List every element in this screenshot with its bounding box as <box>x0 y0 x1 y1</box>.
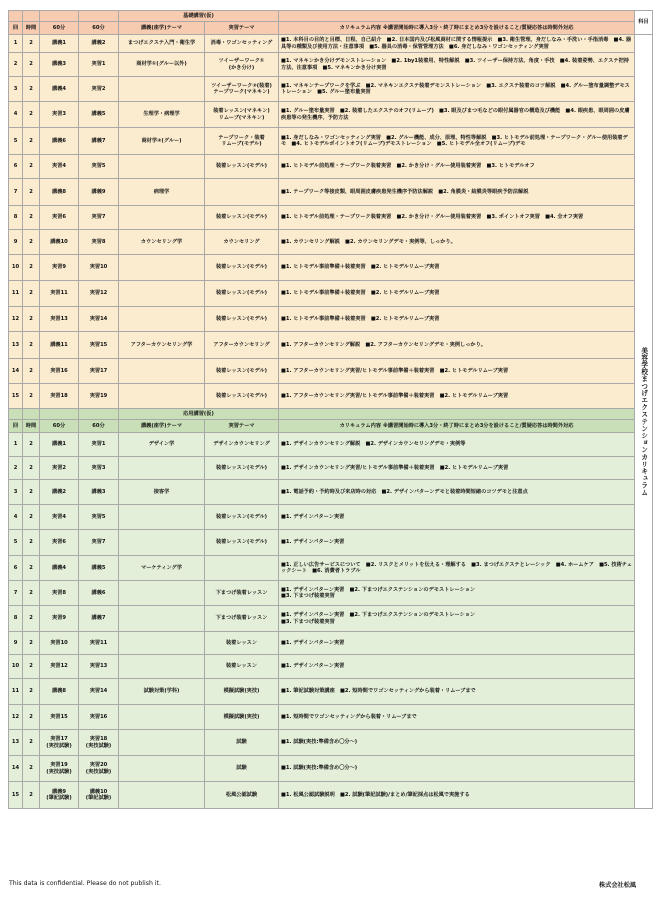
side-label: 美容学校まつげエクステンションカリキュラム <box>635 35 653 809</box>
practice-theme: ツイーザーワーク②(装着) テープワーク(マネキン) <box>205 77 279 102</box>
curriculum-row <box>9 230 653 255</box>
period-1-lesson: 講義8 <box>40 179 79 206</box>
period-2-lesson: 実習7 <box>79 530 119 556</box>
curriculum-content: ■1. アフターカウンセリング実習/ヒトモデル事前準備＋装着実習 ■2. ヒトモデルリムーブ実習 <box>279 384 635 409</box>
practice-theme: ツイーザーワーク① (かき分け) <box>205 53 279 77</box>
session-number: 3 <box>9 480 23 505</box>
column-header: 60分 <box>79 22 119 35</box>
section-title: 応用講習(仮) <box>119 409 279 420</box>
curriculum-row <box>9 632 653 655</box>
session-hours: 2 <box>23 655 40 679</box>
session-number: 2 <box>9 53 23 77</box>
lecture-theme: カウンセリング学 <box>119 230 205 255</box>
curriculum-content: ■1. デザインパターン実習 ■2. 下まつげエクステンションのデモストレーション ■3. 下まつげ装着実習 <box>279 581 635 606</box>
curriculum-row <box>9 655 653 679</box>
period-1-lesson: 実習8 <box>40 581 79 606</box>
curriculum-content: ■1. マネキンかき分けデモンストレーション ■2. 1by1装着用、特性解説 ■3. ツイーザー保持方法、角度・手技 ■4. 装着姿勢、エクステ把持方法、注意事項 ■5. マネキンかき分け実習 <box>279 53 635 77</box>
practice-theme: 装着レッスン(マネキン) リムーブ(マネキン) <box>205 102 279 128</box>
lecture-theme: 病理学 <box>119 179 205 206</box>
curriculum-row <box>9 281 653 307</box>
curriculum-row <box>9 556 653 581</box>
practice-theme: 装着レッスン(モデル) <box>205 505 279 530</box>
period-2-lesson: 実習1 <box>79 53 119 77</box>
practice-theme: 装着レッスン(モデル) <box>205 359 279 384</box>
lecture-theme <box>119 581 205 606</box>
period-1-lesson: 実習6 <box>40 206 79 230</box>
curriculum-content: ■1. 本科目の目的と目標、日程、自己紹介 ■2. 日本国内及び松風商材に関する情報提示 ■3. 衛生管理、身だしなみ・手洗い・手指消毒 ■4. 器具等の種類及び使用方法・注意事項 ■5. 器具の消毒・保管管理方法 ■6. 身だしなみ・ワゴンセッティング実習 <box>279 35 635 53</box>
period-2-lesson: 実習19 <box>79 384 119 409</box>
practice-theme: 松風公認試験 <box>205 782 279 809</box>
practice-theme: 装着レッスン(モデル) <box>205 255 279 281</box>
period-1-lesson: 実習3 <box>40 102 79 128</box>
practice-theme: 装着レッスン <box>205 632 279 655</box>
practice-theme <box>205 480 279 505</box>
session-number: 8 <box>9 206 23 230</box>
lecture-theme <box>119 530 205 556</box>
curriculum-row <box>9 679 653 705</box>
period-1-lesson: 講義4 <box>40 77 79 102</box>
column-header: 講義(座学)テーマ <box>119 22 205 35</box>
period-2-lesson: 実習14 <box>79 679 119 705</box>
session-hours: 2 <box>23 255 40 281</box>
session-hours: 2 <box>23 179 40 206</box>
lecture-theme: 生理学・病理学 <box>119 102 205 128</box>
lecture-theme <box>119 782 205 809</box>
practice-theme: 下まつげ装着レッスン <box>205 606 279 632</box>
curriculum-content: ■1. 筆記試験対策講座 ■2. 短時間でワゴンセッティングから装着・リムーブまで <box>279 679 635 705</box>
curriculum-row <box>9 35 653 53</box>
period-1-lesson: 講義6 <box>40 128 79 155</box>
period-1-lesson: 講義2 <box>40 480 79 505</box>
period-2-lesson: 講義10 (筆記試験) <box>79 782 119 809</box>
session-number: 10 <box>9 255 23 281</box>
practice-theme: 装着レッスン(モデル) <box>205 281 279 307</box>
lecture-theme <box>119 655 205 679</box>
lecture-theme: まつげエクステ入門・衛生学 <box>119 35 205 53</box>
column-header: 60分 <box>40 420 79 433</box>
period-1-lesson: 実習12 <box>40 655 79 679</box>
practice-theme: 装着レッスン(モデル) <box>205 457 279 480</box>
curriculum-row <box>9 206 653 230</box>
period-1-lesson: 講義10 <box>40 230 79 255</box>
section-title-row <box>9 11 653 22</box>
session-hours: 2 <box>23 102 40 128</box>
session-hours: 2 <box>23 530 40 556</box>
session-hours: 2 <box>23 480 40 505</box>
practice-theme: 装着レッスン(モデル) <box>205 530 279 556</box>
curriculum-content: ■1. 試験(実技:準備含め〇分〜) <box>279 756 635 782</box>
session-hours: 2 <box>23 332 40 359</box>
lecture-theme <box>119 606 205 632</box>
period-2-lesson: 実習20 (実技試験) <box>79 756 119 782</box>
session-hours: 2 <box>23 230 40 255</box>
period-2-lesson: 実習12 <box>79 281 119 307</box>
curriculum-content: ■1. アフターカウンセリング解説 ■2. アフターカウンセリングデモ・実例しっかり。 <box>279 332 635 359</box>
section-spacer <box>79 11 119 22</box>
lecture-theme <box>119 307 205 332</box>
session-hours: 2 <box>23 359 40 384</box>
curriculum-content: ■1. ヒトモデル事前準備＋装着実習 ■2. ヒトモデルリムーブ実習 <box>279 307 635 332</box>
session-number: 7 <box>9 179 23 206</box>
session-number: 6 <box>9 155 23 179</box>
section-spacer <box>279 11 635 22</box>
lecture-theme <box>119 730 205 756</box>
curriculum-content: ■1. デザインパターン実習 <box>279 632 635 655</box>
session-hours: 2 <box>23 505 40 530</box>
lecture-theme <box>119 281 205 307</box>
column-header-row <box>9 22 653 35</box>
period-2-lesson: 実習5 <box>79 155 119 179</box>
period-1-lesson: 講義4 <box>40 556 79 581</box>
curriculum-content: ■1. デザインパターン実習 <box>279 655 635 679</box>
period-2-lesson: 実習1 <box>79 433 119 457</box>
period-1-lesson: 実習11 <box>40 281 79 307</box>
period-2-lesson: 実習18 (実技試験) <box>79 730 119 756</box>
session-number: 9 <box>9 632 23 655</box>
lecture-theme <box>119 632 205 655</box>
session-hours: 2 <box>23 606 40 632</box>
practice-theme: カウンセリング <box>205 230 279 255</box>
practice-theme: 装着レッスン(モデル) <box>205 307 279 332</box>
column-header: カリキュラム内容 ※講習開始時に導入3分・終了時にまとめ3分を設けること/質疑応答は時間外対応 <box>279 22 635 35</box>
curriculum-row <box>9 255 653 281</box>
session-number: 13 <box>9 332 23 359</box>
session-hours: 2 <box>23 128 40 155</box>
practice-theme <box>205 179 279 206</box>
period-2-lesson: 講義2 <box>79 35 119 53</box>
session-number: 11 <box>9 679 23 705</box>
curriculum-content: ■1. ヒトモデル前処理・テープワーク装着実習 ■2. かき分け・グルー使用装着実習 ■3. ポイントオフ実習 ■4. 全オフ実習 <box>279 206 635 230</box>
section-spacer <box>279 409 635 420</box>
session-number: 15 <box>9 782 23 809</box>
period-1-lesson: 実習9 <box>40 606 79 632</box>
section-title: 基礎講習(仮) <box>119 11 279 22</box>
session-hours: 2 <box>23 556 40 581</box>
company-name: 株式会社松風 <box>599 882 637 889</box>
curriculum-content: ■1. 松風公認試験説明 ■2. 試験(筆記試験)/まとめ/筆記採点は松風で実施する <box>279 782 635 809</box>
practice-theme: 試験 <box>205 756 279 782</box>
lecture-theme <box>119 505 205 530</box>
practice-theme: テープワーク・装着 リムーブ(モデル) <box>205 128 279 155</box>
curriculum-content: ■1. デザインカウンセリング解説 ■2. デザインカウンセリングデモ・実例等 <box>279 433 635 457</box>
period-1-lesson: 実習16 <box>40 359 79 384</box>
session-hours: 2 <box>23 705 40 730</box>
curriculum-row <box>9 307 653 332</box>
lecture-theme <box>119 255 205 281</box>
period-1-lesson: 実習19 (実技試験) <box>40 756 79 782</box>
lecture-theme <box>119 384 205 409</box>
curriculum-content: ■1. 短時間でワゴンセッティングから装着・リムーブまで <box>279 705 635 730</box>
lecture-theme <box>119 705 205 730</box>
period-1-lesson: 実習9 <box>40 255 79 281</box>
lecture-theme <box>119 359 205 384</box>
practice-theme: 装着レッスン(モデル) <box>205 206 279 230</box>
practice-theme: 消毒・ワゴンセッティング <box>205 35 279 53</box>
session-number: 11 <box>9 281 23 307</box>
session-hours: 2 <box>23 307 40 332</box>
period-2-lesson: 講義3 <box>79 480 119 505</box>
curriculum-content: ■1. ヒトモデル事前準備＋装着実習 ■2. ヒトモデルリムーブ実習 <box>279 255 635 281</box>
period-2-lesson: 講義5 <box>79 556 119 581</box>
column-header: 実習テーマ <box>205 22 279 35</box>
session-number: 7 <box>9 581 23 606</box>
practice-theme: デザインカウンセリング <box>205 433 279 457</box>
practice-theme: 下まつげ装着レッスン <box>205 581 279 606</box>
lecture-theme: マーケティング学 <box>119 556 205 581</box>
session-number: 6 <box>9 556 23 581</box>
period-1-lesson: 実習10 <box>40 632 79 655</box>
practice-theme: 装着レッスン <box>205 655 279 679</box>
curriculum-row <box>9 77 653 102</box>
column-header: 60分 <box>79 420 119 433</box>
period-2-lesson: 実習17 <box>79 359 119 384</box>
session-number: 12 <box>9 307 23 332</box>
section-title-row <box>9 409 653 420</box>
curriculum-content: ■1. 電話予約・予約時及び来店時の対応 ■2. デザインパターンデモと装着時間短縮のコツデモと注意点 <box>279 480 635 505</box>
session-number: 1 <box>9 35 23 53</box>
curriculum-row <box>9 756 653 782</box>
period-1-lesson: 実習4 <box>40 155 79 179</box>
period-1-lesson: 実習18 <box>40 384 79 409</box>
period-2-lesson: 講義6 <box>79 581 119 606</box>
section-spacer <box>9 409 23 420</box>
lecture-theme: 試験対策(学科) <box>119 679 205 705</box>
curriculum-row <box>9 102 653 128</box>
curriculum-row <box>9 433 653 457</box>
period-2-lesson: 講義5 <box>79 102 119 128</box>
period-2-lesson: 講義7 <box>79 128 119 155</box>
curriculum-content: ■1. デザインパターン実習 ■2. 下まつげエクステンションのデモストレーション ■3. 下まつげ装着実習 <box>279 606 635 632</box>
session-number: 14 <box>9 359 23 384</box>
section-spacer <box>40 11 79 22</box>
session-hours: 2 <box>23 384 40 409</box>
session-number: 5 <box>9 128 23 155</box>
curriculum-content: ■1. マネキンテープワークを学ぶ ■2. マネキンエクステ装着デモンストレーション ■3. エクステ装着のコツ解説 ■4. グルー塗布量調整デモストレーション ■5. グルー塗布量実習 <box>279 77 635 102</box>
session-hours: 2 <box>23 457 40 480</box>
session-number: 14 <box>9 756 23 782</box>
curriculum-content: ■1. テープワーク等接皮類、眼周囲皮膚疾患発生機序予防法解説 ■2. 角膜炎・結膜炎等眼疾予防法解説 <box>279 179 635 206</box>
column-header: 回 <box>9 22 23 35</box>
period-1-lesson: 講義9 (筆記試験) <box>40 782 79 809</box>
section-spacer <box>79 409 119 420</box>
curriculum-row <box>9 480 653 505</box>
curriculum-row <box>9 359 653 384</box>
session-number: 9 <box>9 230 23 255</box>
curriculum-row <box>9 606 653 632</box>
period-1-lesson: 講義11 <box>40 332 79 359</box>
practice-theme: 試験 <box>205 730 279 756</box>
period-1-lesson: 講義3 <box>40 53 79 77</box>
session-number: 4 <box>9 102 23 128</box>
session-number: 12 <box>9 705 23 730</box>
session-number: 8 <box>9 606 23 632</box>
period-2-lesson: 講義7 <box>79 606 119 632</box>
period-2-lesson: 実習14 <box>79 307 119 332</box>
practice-theme: アフターカウンセリング <box>205 332 279 359</box>
period-2-lesson: 講義9 <box>79 179 119 206</box>
section-spacer <box>9 11 23 22</box>
column-header: 実習テーマ <box>205 420 279 433</box>
curriculum-content: ■1. アフターカウンセリング実習/ヒトモデル事前準備＋装着実習 ■2. ヒトモデルリムーブ実習 <box>279 359 635 384</box>
curriculum-table <box>8 10 653 809</box>
section-spacer <box>40 409 79 420</box>
practice-theme: 装着レッスン(モデル) <box>205 155 279 179</box>
period-1-lesson: 講義8 <box>40 679 79 705</box>
curriculum-content: ■1. デザインパターン実習 <box>279 505 635 530</box>
lecture-theme: アフターカウンセリング学 <box>119 332 205 359</box>
session-number: 15 <box>9 384 23 409</box>
session-hours: 2 <box>23 53 40 77</box>
session-hours: 2 <box>23 756 40 782</box>
curriculum-row <box>9 332 653 359</box>
session-hours: 2 <box>23 155 40 179</box>
period-1-lesson: 講義1 <box>40 35 79 53</box>
column-header: 時間 <box>23 22 40 35</box>
period-2-lesson: 実習13 <box>79 655 119 679</box>
curriculum-row <box>9 530 653 556</box>
lecture-theme: 接客学 <box>119 480 205 505</box>
period-1-lesson: 実習6 <box>40 530 79 556</box>
period-1-lesson: 講義1 <box>40 433 79 457</box>
session-number: 10 <box>9 655 23 679</box>
period-1-lesson: 実習4 <box>40 505 79 530</box>
session-hours: 2 <box>23 433 40 457</box>
session-number: 4 <box>9 505 23 530</box>
period-2-lesson: 実習3 <box>79 457 119 480</box>
session-hours: 2 <box>23 581 40 606</box>
lecture-theme: 商材学②(グルー) <box>119 128 205 155</box>
curriculum-row <box>9 384 653 409</box>
practice-theme <box>205 556 279 581</box>
period-2-lesson: 実習15 <box>79 332 119 359</box>
lecture-theme: 商材学①(グルー以外) <box>119 53 205 77</box>
curriculum-content: ■1. ヒトモデル前処理・テープワーク装着実習 ■2. かき分け・グルー使用装着実習 ■3. ヒトモデルオフ <box>279 155 635 179</box>
column-header: 60分 <box>40 22 79 35</box>
session-number: 3 <box>9 77 23 102</box>
session-hours: 2 <box>23 281 40 307</box>
period-2-lesson: 実習10 <box>79 255 119 281</box>
curriculum-content: ■1. カウンセリング解説 ■2. カウンセリングデモ・実例等、しっかり。 <box>279 230 635 255</box>
curriculum-row <box>9 53 653 77</box>
curriculum-row <box>9 705 653 730</box>
curriculum-content: ■1. 試験(実技:準備含め〇分〜) <box>279 730 635 756</box>
curriculum-sheet <box>8 10 652 809</box>
column-header: 回 <box>9 420 23 433</box>
practice-theme: 模擬試験(実技) <box>205 679 279 705</box>
confidential-note: This data is confidential. Please do not publish it. <box>9 880 161 887</box>
subject-header: 科目 <box>635 11 653 35</box>
session-hours: 2 <box>23 730 40 756</box>
period-2-lesson: 実習11 <box>79 632 119 655</box>
column-header: 講義(座学)テーマ <box>119 420 205 433</box>
session-hours: 2 <box>23 632 40 655</box>
period-2-lesson: 実習7 <box>79 206 119 230</box>
period-1-lesson: 実習17 (実技試験) <box>40 730 79 756</box>
practice-theme: 模擬試験(実技) <box>205 705 279 730</box>
session-number: 5 <box>9 530 23 556</box>
curriculum-row <box>9 730 653 756</box>
session-hours: 2 <box>23 206 40 230</box>
curriculum-content: ■1. 身だしなみ・ワゴンセッティング実習 ■2. グルー機能、成分、原理、特性等解説 ■3. ヒトモデル前処理・テープワーク・グルー使用装着デモ ■4. ヒトモデルポイントオフ(リムーブ)デモストレーション ■5. ヒトモデル全オフ(リムーブ)デモ <box>279 128 635 155</box>
period-2-lesson: 実習5 <box>79 505 119 530</box>
section-spacer <box>23 11 40 22</box>
curriculum-row <box>9 505 653 530</box>
curriculum-row <box>9 128 653 155</box>
lecture-theme: デザイン学 <box>119 433 205 457</box>
curriculum-content: ■1. デザインカウンセリング実習/ヒトモデル事前準備＋装着実習 ■2. ヒトモデルリムーブ実習 <box>279 457 635 480</box>
period-1-lesson: 実習2 <box>40 457 79 480</box>
curriculum-content: ■1. 正しい広告サービスについて ■2. リスクとメリットを伝える・理解する ■3. まつげエクステとレーシック ■4. ホームケア ■5. 技術チェックシート ■6. 消費者トラブル <box>279 556 635 581</box>
session-hours: 2 <box>23 77 40 102</box>
curriculum-row <box>9 782 653 809</box>
period-1-lesson: 実習13 <box>40 307 79 332</box>
curriculum-content: ■1. グルー塗布量実習 ■2. 装着したエクステのオフ(リムーブ) ■3. 眼及びまつ毛などの眼付属器官の構造及び機能 ■4. 眼疾患、眼周囲の皮膚疾患等の発生機序、予防方法 <box>279 102 635 128</box>
curriculum-row <box>9 179 653 206</box>
lecture-theme <box>119 77 205 102</box>
period-2-lesson: 実習2 <box>79 77 119 102</box>
session-hours: 2 <box>23 679 40 705</box>
curriculum-row <box>9 155 653 179</box>
session-hours: 2 <box>23 782 40 809</box>
session-number: 2 <box>9 457 23 480</box>
section-spacer <box>23 409 40 420</box>
period-2-lesson: 実習16 <box>79 705 119 730</box>
curriculum-content: ■1. ヒトモデル事前準備＋装着実習 ■2. ヒトモデルリムーブ実習 <box>279 281 635 307</box>
column-header-row <box>9 420 653 433</box>
lecture-theme <box>119 155 205 179</box>
lecture-theme <box>119 457 205 480</box>
column-header: カリキュラム内容 ※講習開始時に導入3分・終了時にまとめ3分を設けること/質疑応答は時間外対応 <box>279 420 635 433</box>
lecture-theme <box>119 206 205 230</box>
period-1-lesson: 実習15 <box>40 705 79 730</box>
practice-theme: 装着レッスン(モデル) <box>205 384 279 409</box>
column-header: 時間 <box>23 420 40 433</box>
lecture-theme <box>119 756 205 782</box>
curriculum-row <box>9 581 653 606</box>
curriculum-content: ■1. デザインパターン実習 <box>279 530 635 556</box>
period-2-lesson: 実習8 <box>79 230 119 255</box>
session-number: 1 <box>9 433 23 457</box>
session-number: 13 <box>9 730 23 756</box>
session-hours: 2 <box>23 35 40 53</box>
curriculum-row <box>9 457 653 480</box>
